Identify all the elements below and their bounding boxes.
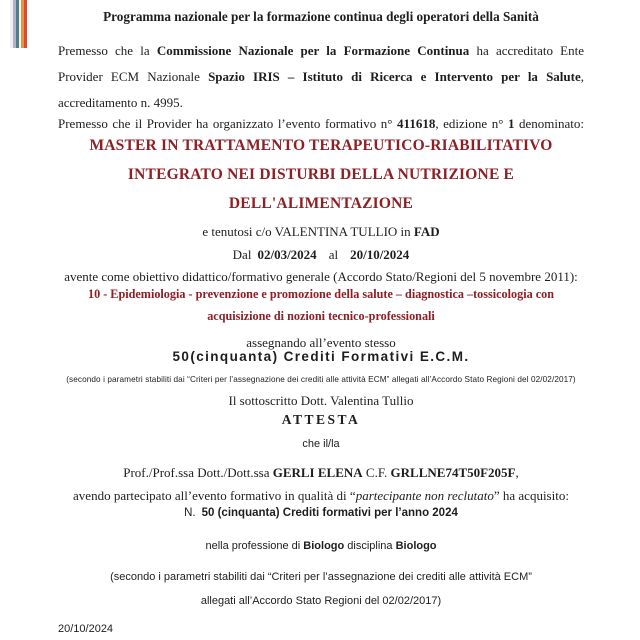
that-the-line: che il/la: [302, 438, 340, 450]
course-title-line3: DELL'ALIMENTAZIONE: [228, 195, 414, 212]
text-segment: Premesso che la: [58, 43, 157, 58]
profession-line: [58, 540, 584, 552]
credits-number-label: N.: [184, 507, 196, 519]
objective-line1: 10 - Epidemiologia - prevenzione e promozione della salute – diagnostica –tossicologia con: [87, 287, 555, 301]
premise-accreditation: [58, 38, 584, 116]
date-from-label: Dal: [232, 247, 252, 262]
objective-intro: avente come obiettivo didattico/formativo generale (Accordo Stato/Regioni del 5 novembre 2011):: [64, 269, 578, 284]
credits-note: (secondo i parametri stabiliti dai “Criteri per l’assegnazione dei crediti alle attività ECM” allegati all’Accordo Stato Regioni del 02/02/2017): [66, 375, 576, 384]
text-segment: disciplina: [344, 540, 396, 552]
bold-provider-name: Spazio IRIS – Istituto di Ricerca e Intervento per la Salute: [208, 69, 581, 84]
text-segment: ” ha acquisito:: [493, 488, 569, 503]
premise-accreditation-line1: [58, 38, 584, 64]
criteria-note-line1: (secondo i parametri stabiliti dai “Criteri per l’assegnazione dei crediti alle attività ECM”: [110, 571, 532, 583]
logo-stripe-6: [24, 0, 27, 48]
text-segment: , edizione n°: [435, 116, 508, 131]
bold-edition-number: 1: [507, 116, 515, 131]
premise-event: [58, 111, 584, 137]
premise-accreditation-line2: [58, 64, 584, 90]
text-segment: Provider ECM Nazionale: [58, 69, 209, 84]
participation-line: [58, 483, 584, 509]
italic-participant-status: partecipante non reclutato: [355, 488, 494, 503]
bold-event-number: 411618: [397, 116, 436, 131]
end-date: 20/10/2024: [350, 247, 410, 262]
bold-discipline: Biologo: [395, 540, 437, 552]
bold-fad: FAD: [413, 224, 440, 239]
text-segment: ,: [580, 69, 584, 84]
partial-flag-logo: [10, 0, 27, 48]
criteria-note-line2: allegati all’Accordo Stato Regioni del 02/02/2017): [200, 595, 442, 607]
start-date: 02/03/2024: [257, 247, 317, 262]
undersigned-line: Il sottoscritto Dott. Valentina Tullio: [228, 393, 414, 408]
date-to-label: al: [328, 247, 339, 262]
assigning-line: assegnando all’evento stesso: [246, 335, 396, 350]
attests-heading: ATTESTA: [281, 412, 361, 427]
bold-commission-name: Commissione Nazionale per la Formazione Continua: [156, 43, 470, 58]
bold-participant-name: GERLI ELENA: [272, 465, 363, 480]
bold-credits-year: 50 (cinquanta) Crediti formativi per l’anno 2024: [201, 507, 458, 519]
text-segment: Premesso che il Provider ha organizzato l’evento formativo n°: [58, 116, 398, 131]
objective-line2: acquisizione di nozioni tecnico-professionali: [207, 309, 435, 323]
text-segment: accreditamento n. 4995.: [58, 95, 183, 110]
bold-profession: Biologo: [303, 540, 345, 552]
text-segment: ha accreditato Ente: [469, 43, 584, 58]
footer-date: 20/10/2024: [58, 623, 114, 635]
text-segment: e tenutosi c/o VALENTINA TULLIO in: [202, 224, 414, 239]
credits-year-line: [58, 507, 584, 519]
course-title-line1: MASTER IN TRATTAMENTO TERAPEUTICO-RIABILITATIVO: [89, 137, 553, 154]
text-segment: ,: [515, 465, 519, 480]
course-title-line2: INTEGRATO NEI DISTURBI DELLA NUTRIZIONE E: [127, 166, 515, 183]
credits-total-line: 50(cinquanta) Crediti Formativi E.C.M.: [172, 349, 470, 364]
bold-fiscal-code: GRLLNE74T50F205F: [390, 465, 516, 480]
text-segment: Prof./Prof.ssa Dott./Dott.ssa: [123, 465, 273, 480]
text-segment: C.F.: [362, 465, 391, 480]
document-header: Programma nazionale per la formazione continua degli operatori della Sanità: [103, 9, 539, 24]
text-segment: avendo partecipato all’evento formativo in qualità di “: [73, 488, 356, 503]
text-segment: denominato:: [514, 116, 585, 131]
text-segment: nella professione di: [205, 540, 304, 552]
